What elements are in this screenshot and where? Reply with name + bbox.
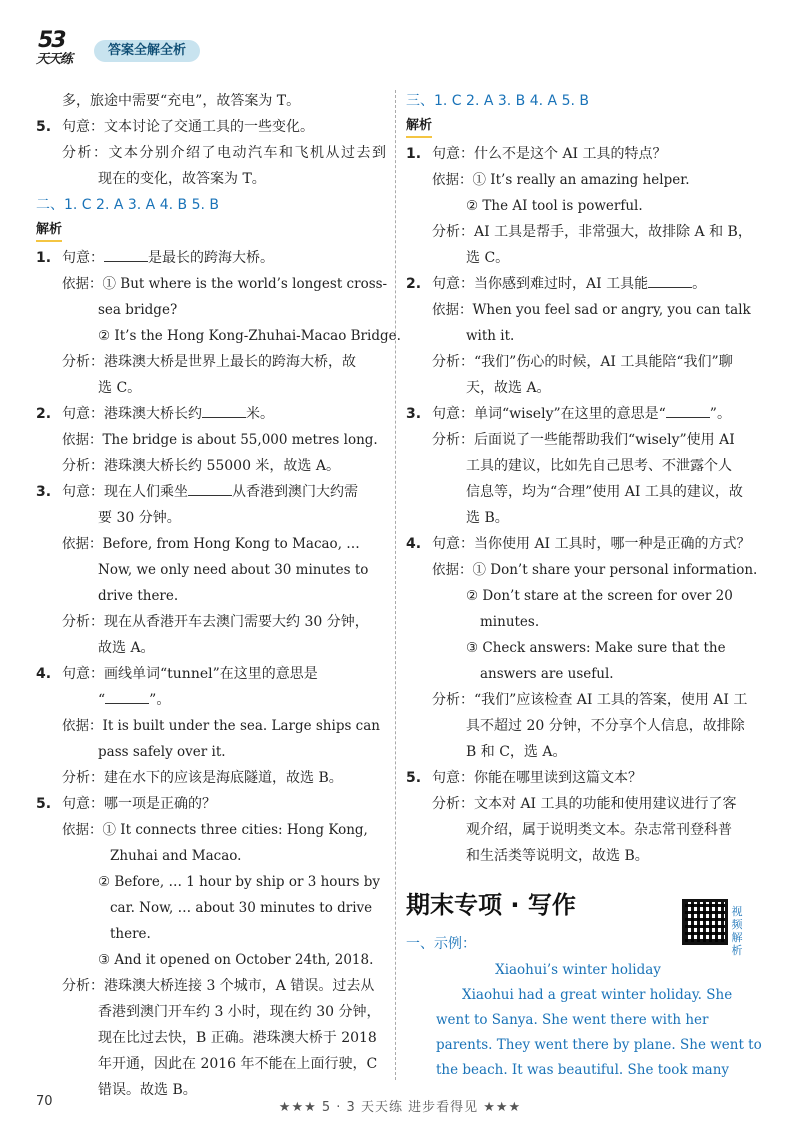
analysis-line: 选 B。 (466, 510, 509, 526)
essay-line: Xiaohui had a great winter holiday. She (462, 987, 733, 1003)
evidence-line: ② Don’t stare at the screen for over 20 (466, 588, 733, 604)
question-2 (406, 271, 750, 297)
question-number: 2. (36, 406, 52, 422)
evidence-line: pass safely over it. (98, 744, 226, 760)
question-5 (36, 114, 386, 140)
question-number: 2. (406, 276, 422, 292)
analysis-line: 分析：文本对 AI 工具的功能和使用建议进行了客 (432, 796, 737, 812)
example-label-line (406, 931, 750, 957)
essay-title: Xiaohui’s winter holiday (495, 962, 661, 978)
sentence-meaning: 句意：什么不是这个 AI 工具的特点？ (432, 146, 667, 162)
question-2 (36, 401, 386, 427)
evidence-line: with it. (466, 328, 515, 344)
evidence-line: car. Now, … about 30 minutes to drive (110, 900, 373, 916)
jiexi-label: 解析 (406, 116, 432, 138)
sentence-meaning: 句意：画线单词“tunnel”在这里的意思是 (62, 666, 318, 682)
analysis-line: 错误。故选 B。 (98, 1082, 197, 1098)
sentence-meaning-end: ”。 (709, 406, 731, 422)
sentence-meaning-end: 。 (692, 276, 707, 292)
question-1 (406, 141, 750, 167)
analysis-line: 工具的建议，比如先自己思考、不泄露个人 (466, 458, 732, 474)
question-3 (406, 401, 750, 427)
sentence-meaning: 句意：当你感到难过时，AI 工具能 (432, 276, 649, 292)
evidence-line: 依据：① Don’t share your personal information. (432, 562, 758, 578)
question-number: 3. (36, 484, 52, 500)
evidence-line: 依据：It is built under the sea. Large ships can (62, 718, 380, 734)
quote-close: ”。 (149, 692, 171, 708)
answer-key: 三、1. C 2. A 3. B 4. A 5. B (406, 93, 589, 109)
evidence-line: minutes. (480, 614, 540, 630)
analysis-line: 观介绍，属于说明类文本。杂志常刊登科普 (466, 822, 732, 838)
column-divider (395, 90, 396, 1080)
analysis-line: 选 C。 (98, 380, 142, 396)
evidence-line: 依据：Before, from Hong Kong to Macao, … (62, 536, 360, 552)
sentence-meaning: 句意：单词“wisely”在这里的意思是“ (432, 406, 666, 422)
analysis-line: 和生活类等说明文，故选 B。 (466, 848, 649, 864)
analysis-line: 天，故选 A。 (466, 380, 551, 396)
analysis-line: 现在的变化，故答案为 T。 (98, 171, 266, 187)
answer-blank (104, 248, 148, 262)
evidence-line: drive there. (98, 588, 179, 604)
question-number: 1. (406, 146, 422, 162)
analysis-line: 现在比过去快，B 正确。港珠澳大桥于 2018 (98, 1030, 377, 1046)
analysis-line: 具不超过 20 分钟，不分享个人信息，故排除 (466, 718, 745, 734)
answer-blank (648, 274, 692, 288)
evidence-line: 依据：① It’s really an amazing helper. (432, 172, 690, 188)
analysis-line: 香港到澳门开车约 3 小时，现在约 30 分钟， (98, 1004, 381, 1020)
question-4 (36, 661, 386, 687)
evidence-line: ② It’s the Hong Kong-Zhuhai-Macao Bridge. (98, 328, 401, 344)
analysis-line: 信息等，均为“合理”使用 AI 工具的建议，故 (466, 484, 743, 500)
analysis-line: 分析：文本分别介绍了电动汽车和飞机从过去到 (62, 145, 386, 161)
essay-line: the beach. It was beautiful. She took many (436, 1062, 730, 1078)
analysis-line: 分析：AI 工具是帮手，非常强大，故排除 A 和 B， (432, 224, 752, 240)
page-header (34, 28, 264, 68)
evidence-line: 依据：When you feel sad or angry, you can talk (432, 302, 751, 318)
section-answers (36, 192, 386, 218)
evidence-line: 依据：① It connects three cities: Hong Kong, (62, 822, 368, 838)
brand-logo (34, 28, 92, 68)
answer-blank (202, 404, 246, 418)
analysis-line: 故选 A。 (98, 640, 155, 656)
text-line: 多，旅途中需要“充电”，故答案为 T。 (62, 93, 301, 109)
answer-blank (666, 404, 710, 418)
jiexi-label: 解析 (36, 220, 62, 242)
evidence-line: there. (110, 926, 151, 942)
left-column (36, 88, 401, 1103)
logo-text: 天天练 (36, 52, 73, 67)
example-label: 一、示例： (406, 936, 476, 952)
essay-line: went to Sanya. She went there with her (436, 1012, 709, 1028)
question-number: 3. (406, 406, 422, 422)
sentence-meaning: 句意：港珠澳大桥长约 (62, 406, 202, 422)
question-3 (36, 479, 386, 505)
jiexi-label-wrap (406, 114, 750, 141)
sentence-meaning-end: 是最长的跨海大桥。 (148, 250, 274, 266)
sentence-meaning: 句意：文本讨论了交通工具的一些变化。 (62, 119, 314, 135)
essay-line: parents. They went there by plane. She went to (436, 1037, 762, 1053)
section-answers (406, 88, 750, 114)
page-number: 70 (36, 1094, 53, 1109)
evidence-line: ③ Check answers: Make sure that the (466, 640, 726, 656)
question-number: 5. (406, 770, 422, 786)
section-title: 期末专项 · 写作 (406, 891, 576, 919)
question-1 (36, 245, 386, 271)
logo-number: 53 (38, 28, 65, 53)
evidence-line: ② The AI tool is powerful. (466, 198, 643, 214)
answer-blank (188, 482, 232, 496)
analysis-line: 年开通，因此在 2016 年不能在上面行驶，C (98, 1056, 378, 1072)
analysis-line: 分析：后面说了一些能帮助我们“wisely”使用 AI (432, 432, 735, 448)
footer-slogan: ★★★ 5 · 3 天天练 进步看得见 ★★★ (278, 1100, 522, 1115)
evidence-line: ③ And it opened on October 24th, 2018. (98, 952, 374, 968)
answer-key: 二、1. C 2. A 3. A 4. B 5. B (36, 197, 219, 213)
analysis-line: B 和 C，选 A。 (466, 744, 567, 760)
analysis-line: 分析：港珠澳大桥连接 3 个城市，A 错误。过去从 (62, 978, 375, 994)
analysis-line: 选 C。 (466, 250, 510, 266)
analysis-line: 分析：“我们”应该检查 AI 工具的答案，使用 AI 工 (432, 692, 748, 708)
sentence-meaning-end: 从香港到澳门大约需 (232, 484, 358, 500)
evidence-line: 依据：① But where is the world’s longest cross- (62, 276, 388, 292)
question-5 (406, 765, 750, 791)
analysis-line: 分析：港珠澳大桥是世界上最长的跨海大桥，故 (62, 354, 356, 370)
analysis-line: 分析：现在从香港开车去澳门需要大约 30 分钟， (62, 614, 369, 630)
question-number: 5. (36, 119, 52, 135)
sentence-meaning: 句意：现在人们乘坐 (62, 484, 188, 500)
question-number: 4. (36, 666, 52, 682)
question-4 (406, 531, 750, 557)
qr-label: 视频解析 (731, 905, 743, 957)
question-number: 4. (406, 536, 422, 552)
sentence-meaning-end: 米。 (246, 406, 274, 422)
analysis-line: 分析：港珠澳大桥长约 55000 米，故选 A。 (62, 458, 340, 474)
sentence-meaning: 句意：哪一项是正确的？ (62, 796, 216, 812)
answer-blank (105, 690, 149, 704)
evidence-line: Zhuhai and Macao. (110, 848, 242, 864)
sentence-line (36, 687, 386, 713)
evidence-line: ② Before, … 1 hour by ship or 3 hours by (98, 874, 381, 890)
question-5b (36, 791, 386, 817)
quote-open: “ (98, 692, 106, 708)
evidence-line: Now, we only need about 30 minutes to (98, 562, 369, 578)
question-number: 5. (36, 796, 52, 812)
header-tag: 答案全解全析 (94, 40, 200, 62)
sentence-line: 要 30 分钟。 (98, 510, 181, 526)
sentence-meaning: 句意：你能在哪里读到这篇文本？ (432, 770, 642, 786)
evidence-line: 依据：The bridge is about 55,000 metres long. (62, 432, 378, 448)
evidence-line: sea bridge? (98, 302, 178, 318)
analysis-line: 分析：建在水下的应该是海底隧道，故选 B。 (62, 770, 343, 786)
jiexi-label-wrap (36, 218, 386, 245)
evidence-line: answers are useful. (480, 666, 614, 682)
analysis-line: 分析：“我们”伤心的时候，AI 工具能陪“我们”聊 (432, 354, 733, 370)
question-number: 1. (36, 250, 52, 266)
right-column (406, 88, 762, 1083)
sentence-meaning: 句意： (62, 250, 104, 266)
sentence-meaning: 句意：当你使用 AI 工具时，哪一种是正确的方式？ (432, 536, 751, 552)
